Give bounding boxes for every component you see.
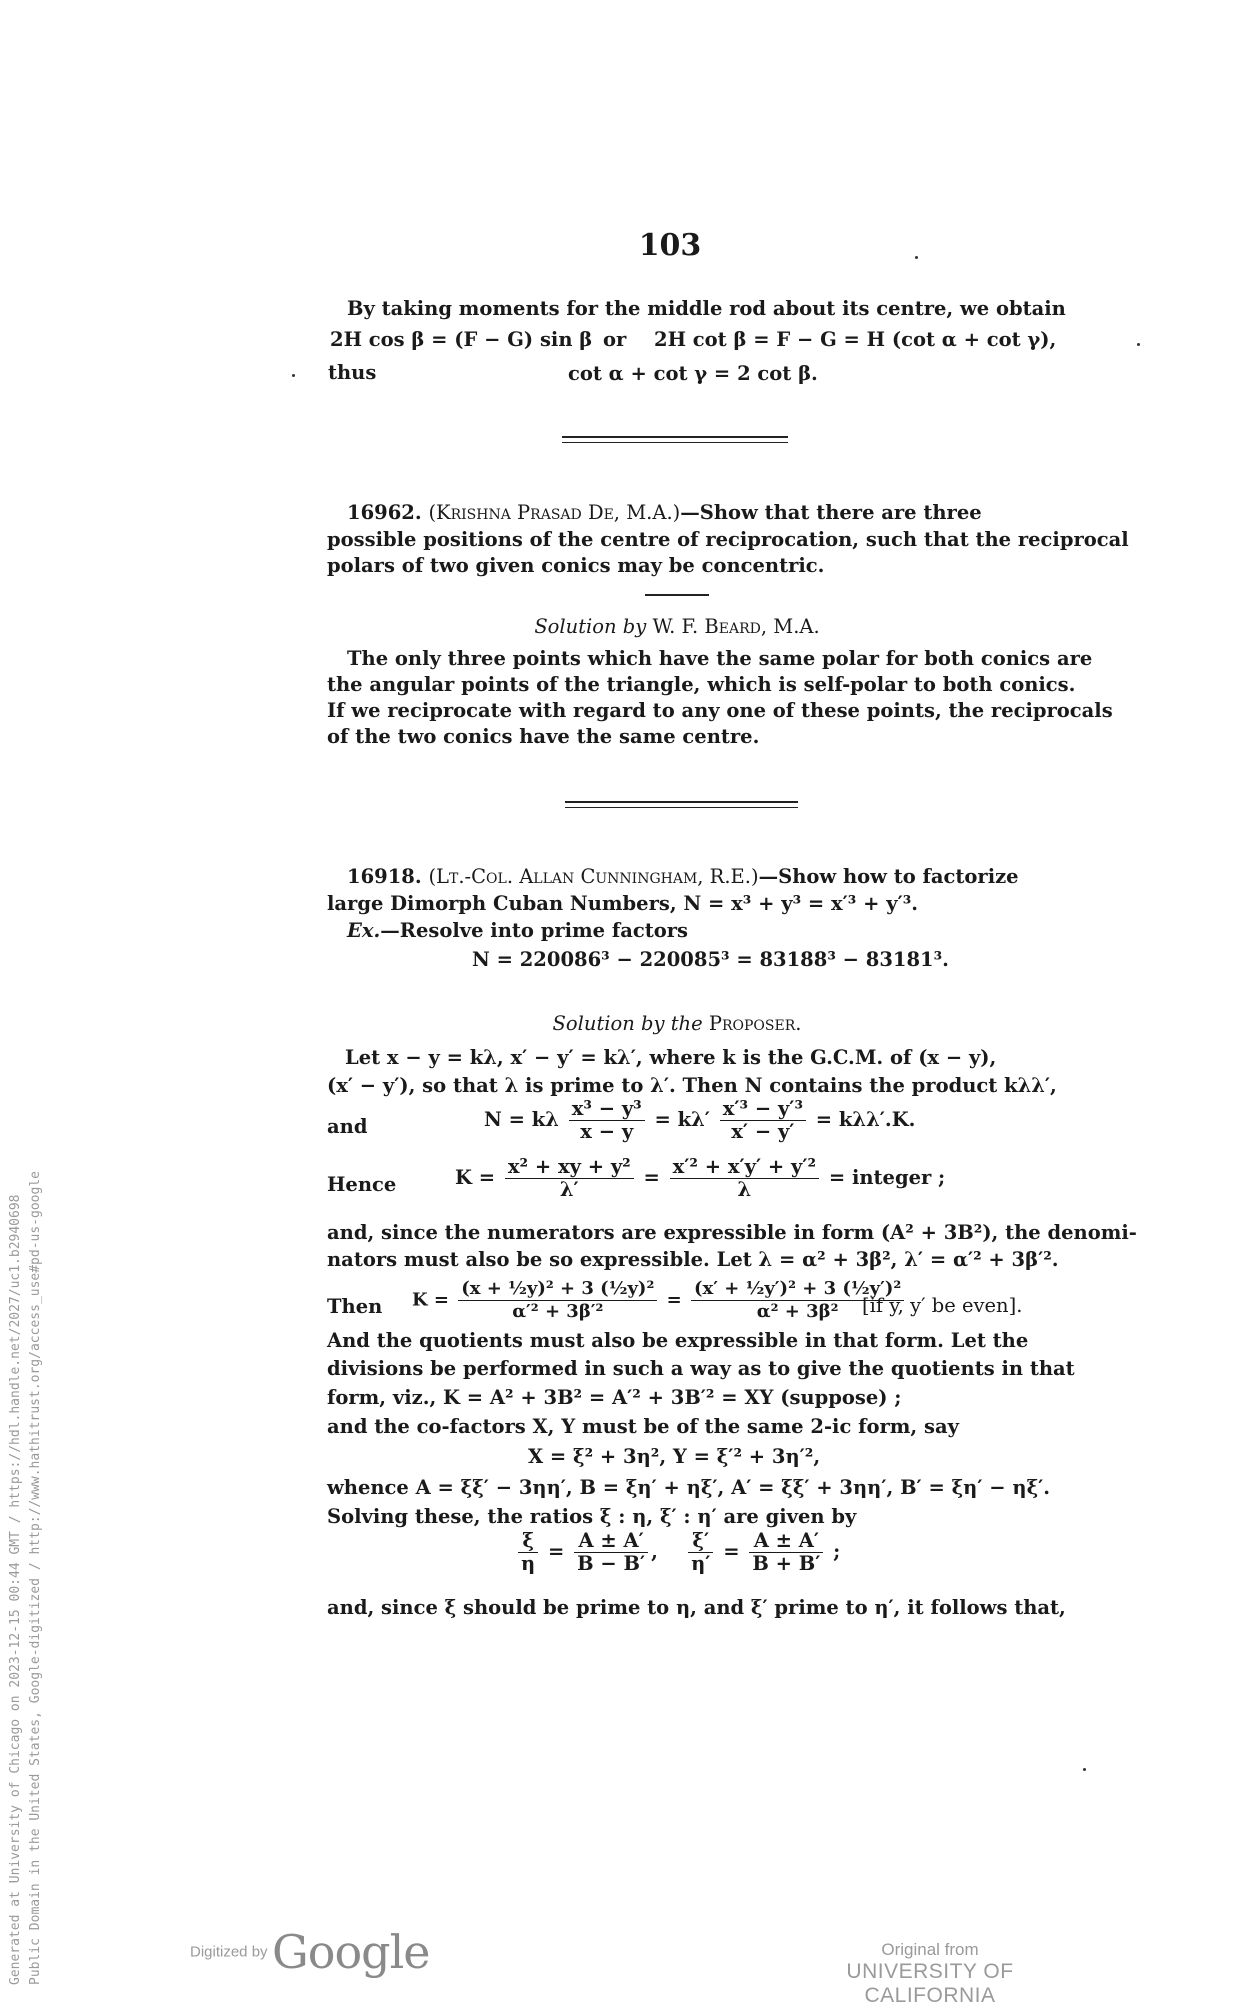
equation-n-lhs: N = kλ [484,1108,559,1131]
numerator: x′² + x′y′ + y′² [670,1156,819,1179]
numerator: x² + xy + y² [505,1156,634,1179]
example-line [347,918,688,944]
fraction [670,1156,819,1201]
question-16918-line1 [347,864,1019,890]
question-number: 16918. [347,865,422,888]
fraction [574,1530,648,1575]
fraction [505,1156,634,1201]
solution-16962-line2: the angular points of the triangle, which is self-polar to both conics. [327,673,1076,696]
parity-note: [if y, y′ be even]. [862,1294,1023,1317]
section-divider [562,436,788,443]
equation-n-rhs: = kλλ′.K. [815,1108,916,1131]
solution-16918-line3: and, since the numerators are expressible in form (A² + 3B²), the denomi- [327,1221,1137,1244]
equation-n-mid: = kλ′ [654,1108,710,1131]
equation-moments-right: 2H cot β = F − G = H (cot α + cot γ), [654,328,1057,351]
question-author: (Krishna Prasad De, M.A.) [428,501,681,524]
digitized-by-google-watermark [190,1925,430,1979]
solution-16918-line8: and the co-factors X, Y must be of the same 2-ic form, say [327,1415,959,1438]
fraction [749,1530,823,1575]
denominator: α² + 3β² [756,1301,839,1322]
equation-xy: X = ξ² + 3η², Y = ξ′² + 3η′², [528,1445,821,1468]
denominator: x − y [580,1120,634,1143]
solution-16918-line7: form, viz., K = A² + 3B² = A′² + 3B′² = XY (suppose) ; [327,1386,902,1409]
solution-heading-16918 [327,1011,1027,1037]
equation-then: K = $\frac{\text{(x + ½y)² + 3 (½y)²}}{\text{α′² + 3β′²}}$ = $\frac{\text{(x′ + ½y′)² + 3 (½y′)²}}{\text{α² + 3β²}}$ [412,1278,907,1323]
numerator: x′³ − y′³ [720,1098,806,1121]
numerator: A ± A′ [749,1530,823,1553]
page-number: 103 [638,228,702,263]
solution-16918-line1: Let x − y = kλ, x′ − y′ = kλ′, where k is the G.C.M. of (x − y), [345,1046,997,1069]
speck [292,374,295,377]
google-logo: Google [272,1925,430,1979]
question-16962-line3: polars of two given conics may be concentric. [327,554,825,577]
solution-16918-line6: divisions be performed in such a way as to give the quotients in that [327,1357,1075,1380]
numerator: (x + ½y)² + 3 (½y)² [458,1278,657,1301]
fraction [569,1098,645,1143]
question-text: —Show that there are three [680,501,982,524]
solution-16918-line11: and, since ξ should be prime to η, and ξ′ prime to η′, it follows that, [327,1596,1066,1619]
equation-cot: cot α + cot γ = 2 cot β. [568,362,818,385]
solution-16918-line5: And the quotients must also be expressible in that form. Let the [327,1329,1029,1352]
sidebar-generated-text: Generated at University of Chicago on 2023-12-15 00:44 GMT / https://hdl.handle.net/2027/uc1.b2940698 [8,1194,23,1985]
solution-16918-line4: nators must also be so expressible. Let λ = α² + 3β², λ′ = α′² + 3β′². [327,1248,1059,1271]
equation-n [484,1098,915,1143]
speck [915,256,918,259]
solution-heading-16962 [327,614,1027,640]
then-label: Then [327,1295,383,1318]
question-author: (Lt.-Col. Allan Cunningham, R.E.) [428,865,759,888]
solution-by-label: Solution by the [552,1012,703,1035]
university-text: UNIVERSITY OF CALIFORNIA [846,1960,1014,2007]
digitized-by-text: Digitized by [190,1943,268,1961]
equation-then-lhs: K = [412,1289,449,1311]
solution-16962-line1: The only three points which have the same polar for both conics are [347,647,1093,670]
fraction [518,1530,538,1575]
numerator: A ± A′ [574,1530,648,1553]
denominator: λ [737,1178,752,1201]
speck [1083,1768,1086,1771]
denominator: B + B′ [752,1552,821,1575]
original-from-text: Original from [881,1940,979,1959]
numerator: (x′ + ½y′)² + 3 (½y′)² [691,1278,904,1301]
denominator: η [521,1552,536,1575]
numerator: ξ [518,1530,538,1553]
question-16962-line2: possible positions of the centre of reciprocation, such that the reciprocal [327,528,1129,551]
solution-16962-line4: of the two conics have the same centre. [327,725,760,748]
short-divider [645,594,709,596]
question-text: —Show how to factorize [758,865,1019,888]
solver-name: Proposer. [708,1012,802,1035]
section-divider [565,801,798,808]
solution-16918-line10: Solving these, the ratios ξ : η, ξ′ : η′ are given by [327,1505,857,1528]
example-label: Ex. [347,919,381,942]
numerator: ξ′ [688,1530,713,1553]
equation-moments-left: 2H cos β = (F − G) sin β [330,328,593,351]
denominator: x′ − y′ [731,1120,795,1143]
example-text: —Resolve into prime factors [380,919,689,942]
equation-k-rhs: = integer ; [828,1166,946,1189]
and-label: and [327,1115,368,1138]
thus-label: thus [328,361,377,384]
numerator: x³ − y³ [569,1098,645,1121]
original-from-watermark [780,1940,1080,2008]
denominator: α′² + 3β′² [512,1301,604,1322]
equation-or: or [603,328,627,351]
fraction [720,1098,806,1143]
solution-16918-line9: whence A = ξξ′ − 3ηη′, B = ξη′ + ηξ′, A′ = ξξ′ + 3ηη′, B′ = ξη′ − ηξ′. [327,1476,1051,1499]
sidebar-public-domain-text: Public Domain in the United States, Google-digitized / http://www.hathitrust.org/access_use#pd-us-google [28,1171,43,1985]
solver-name: W. F. Beard, M.A. [652,615,820,638]
equation-ratios: $\frac{\xi}{\eta}$ = $\frac{A \pm A'}{B - B'}$ , $\frac{\xi'}{\eta'}$ = $\frac{A \pm A'}{B + B'}$ ; [515,1530,840,1575]
hence-label: Hence [327,1173,397,1196]
fraction [458,1278,657,1323]
solution-16962-line3: If we reciprocate with regard to any one of these points, the reciprocals [327,699,1113,722]
question-16962-line1 [347,500,982,526]
equation-k-lhs: K = [455,1166,496,1189]
denominator: η′ [691,1552,711,1575]
denominator: λ′ [559,1178,579,1201]
question-number: 16962. [347,501,422,524]
equation-k: K = $\frac{\text{x² + xy + y²}}{\lambda'}$ = $\frac{\text{x′² + x′y′ + y′²}}{\lambda}$ = integer ; [455,1155,946,1201]
solution-16918-line2: (x′ − y′), so that λ is prime to λ′. Then N contains the product kλλ′, [327,1074,1057,1097]
intro-line: By taking moments for the middle rod about its centre, we obtain [347,297,1066,320]
solution-by-label: Solution by [534,615,647,638]
fraction [688,1530,713,1575]
speck [1137,343,1140,346]
denominator: B − B′ [577,1552,646,1575]
example-equation: N = 220086³ − 220085³ = 83188³ − 83181³. [472,948,949,971]
question-16918-line2: large Dimorph Cuban Numbers, N = x³ + y³ = x′³ + y′³. [327,892,919,915]
